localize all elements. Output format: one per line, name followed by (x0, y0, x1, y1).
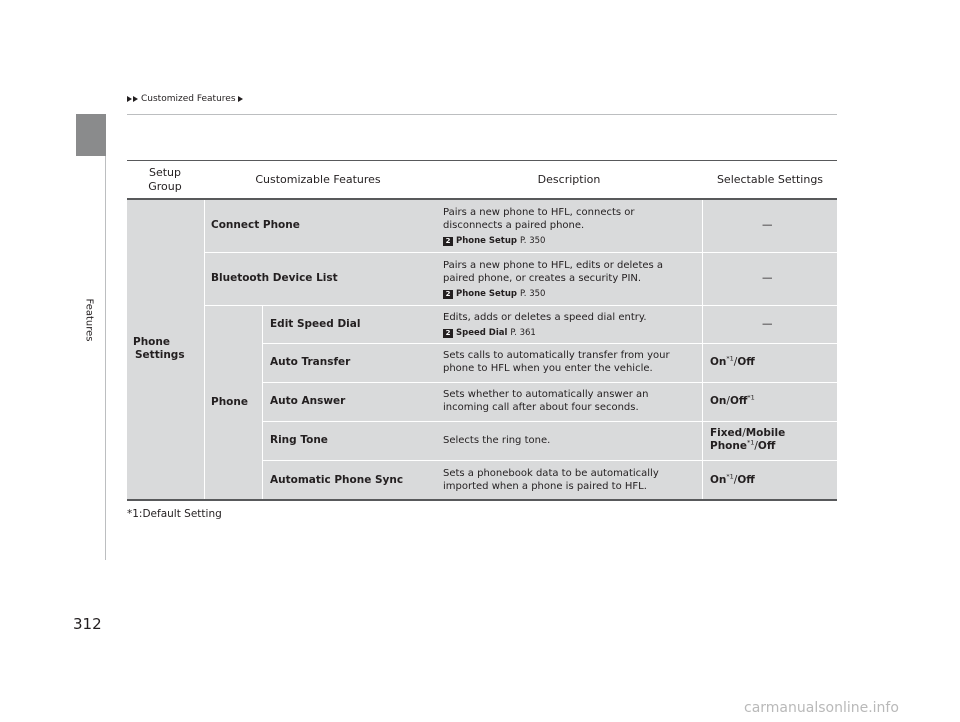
default-setting-footnote: *1:Default Setting (127, 508, 222, 520)
row-divider (204, 252, 837, 253)
header-setup-group: Setup Group (148, 166, 182, 193)
page-number: 312 (73, 615, 102, 633)
table-body-top-rule (127, 198, 837, 200)
setting-auto-answer: On/Off$^{*1}$ (710, 393, 755, 407)
breadcrumb-arrow-icon (133, 96, 138, 102)
description-edit-speed-dial: Edits, adds or deletes a speed dial entry. 2 Speed Dial P. 361 (443, 312, 647, 338)
description-connect-phone: Pairs a new phone to HFL, connects or disconnects a paired phone. 2 Phone Setup P. 350 (443, 207, 635, 246)
description-automatic-phone-sync: Sets a phonebook data to be automatically imported when a phone is paired to HFL. (443, 468, 659, 492)
setting-connect-phone: — (762, 219, 773, 231)
col-divider (262, 305, 263, 499)
feature-bluetooth-device-list: Bluetooth Device List (211, 272, 338, 284)
feature-edit-speed-dial: Edit Speed Dial (270, 318, 361, 330)
feature-automatic-phone-sync: Automatic Phone Sync (270, 474, 404, 486)
table-top-rule (127, 160, 837, 161)
reference-link[interactable]: 2 Speed Dial P. 361 (443, 327, 647, 340)
feature-connect-phone: Connect Phone (211, 219, 300, 231)
setting-bluetooth-device-list: — (762, 272, 773, 284)
breadcrumb-section[interactable]: Customized Features (141, 94, 236, 104)
col-divider (204, 200, 205, 499)
description-bluetooth-device-list: Pairs a new phone to HFL, edits or deletes a paired phone, or creates a security PIN. 2 Phone Setup P. 350 (443, 260, 664, 299)
setting-auto-transfer: On$^{*1}$/Off (710, 354, 755, 368)
row-divider (262, 382, 837, 383)
reference-link[interactable]: 2 Phone Setup P. 350 (443, 288, 663, 301)
watermark: carmanualsonline.info (744, 700, 899, 716)
row-divider (262, 460, 837, 461)
reference-link[interactable]: 2 Phone Setup P. 350 (443, 235, 635, 248)
header-features: Customizable Features (255, 173, 381, 186)
row-divider (262, 421, 837, 422)
breadcrumb-arrow-icon (127, 96, 132, 102)
row-divider (262, 343, 837, 344)
header-rule (127, 114, 837, 115)
header-settings: Selectable Settings (716, 173, 824, 186)
col-divider (702, 200, 703, 499)
side-divider (105, 156, 106, 560)
breadcrumb (127, 94, 244, 104)
feature-ring-tone: Ring Tone (270, 434, 328, 446)
feature-auto-answer: Auto Answer (270, 395, 346, 407)
description-ring-tone: Selects the ring tone. (443, 435, 551, 446)
description-auto-transfer: Sets calls to automatically transfer from your phone to HFL when you enter the vehicle. (443, 350, 670, 374)
reference-arrow-icon: 2 (443, 290, 453, 299)
setting-ring-tone: Fixed/Mobile Phone$^{*1}$/Off (710, 427, 786, 452)
table-bottom-rule (127, 499, 837, 501)
reference-arrow-icon: 2 (443, 237, 453, 246)
feature-auto-transfer: Auto Transfer (270, 356, 351, 368)
header-description: Description (537, 173, 601, 186)
group-phone-settings: Phone Settings (133, 336, 185, 361)
setting-automatic-phone-sync: On$^{*1}$/Off (710, 472, 755, 486)
row-divider (204, 305, 837, 306)
setting-edit-speed-dial: — (762, 318, 773, 330)
side-label: Features (83, 298, 95, 342)
subgroup-phone: Phone (211, 396, 248, 408)
section-tab (76, 114, 106, 156)
description-auto-answer: Sets whether to automatically answer an incoming call after about four seconds. (443, 389, 649, 413)
reference-arrow-icon: 2 (443, 329, 453, 338)
breadcrumb-arrow-icon (238, 96, 243, 102)
